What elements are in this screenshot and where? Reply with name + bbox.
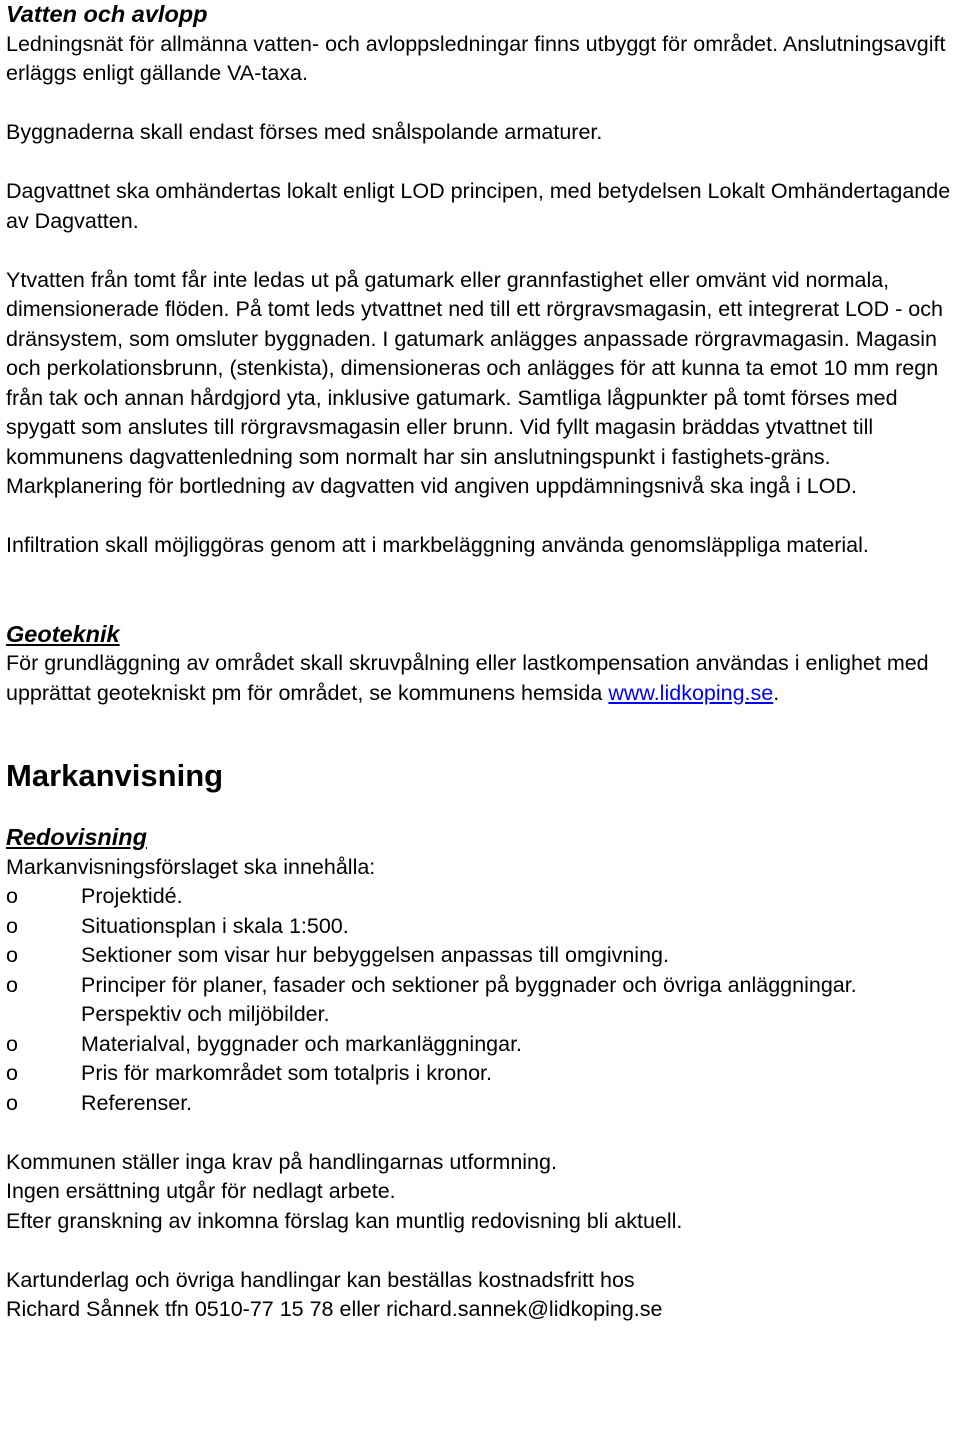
list-item-text: Projektidé. [81,884,183,908]
heading-geoteknik: Geoteknik [6,620,120,647]
bullet-marker: o [6,884,18,908]
paragraph-intro: Markanvisningsförslaget ska innehålla: [6,854,376,879]
spacer [6,89,956,119]
bullet-marker: o [6,1061,18,1085]
list-item-text: Referenser. [81,1090,193,1115]
spacer [6,236,956,266]
list-item [6,1089,956,1119]
spacer [6,1118,956,1148]
spacer [6,148,956,178]
heading-redovisning: Redovisning [6,824,148,850]
bullet-marker: o [6,1090,18,1115]
paragraph-note-ersattning: Ingen ersättning utgår för nedlagt arbete. [6,1179,396,1203]
spacer [6,590,956,620]
paragraph-geoteknik [6,649,956,708]
spacer [6,794,956,824]
list-item-text: Situationsplan i skala 1:500. [81,913,349,938]
paragraph-infiltration: Infiltration skall möjliggöras genom att i markbeläggning använda genomsläppliga material. [6,533,869,557]
heading-markanvisning: Markanvisning [6,757,224,793]
paragraph-ytvatten: Ytvatten från tomt får inte ledas ut på gatumark eller grannfastighet eller omvänt vid normala, dimensionerade flöden. På tomt leds ytvattnet ned till ett rörgravsmagasin, ett integrerat LOD - och dränsystem, som omsluter byggnaden. I gatumark anlägges anpassade rörgravmagasin. Magasin och perkolationsbrunn, (stenkista), dimensioneras och anlägges för att kunna ta emot 10 mm regn från tak och annan hårdgjord yta, inklusive gatumark. Samtliga lågpunkter på tomt förses med spygatt som anslutes till rörgravsmagasin eller brunn. Vid fyllt magasin bräddas ytvattnet till kommunens dagvattenledning som normalt har sin anslutningspunkt i fastighets-gräns. Markplanering för bortledning av dagvatten vid angiven uppdämningsnivå ska ingå i LOD. [6,267,943,498]
list-item-text: Materialval, byggnader och markanläggningar. [81,1031,523,1056]
spacer [6,738,956,758]
paragraph-armaturer: Byggnaderna skall endast förses med snålspolande armaturer. [6,120,603,144]
paragraph-kartunderlag: Kartunderlag och övriga handlingar kan beställas kostnadsfritt hos [6,1267,635,1292]
list-item-text: Pris för markområdet som totalpris i kronor. [81,1061,493,1085]
spacer [6,502,956,532]
heading-vatten-och-avlopp: Vatten och avlopp [6,1,208,27]
paragraph-note-krav: Kommunen ställer inga krav på handlingarnas utformning. [6,1149,557,1174]
paragraph-ledningsnat: Ledningsnät för allmänna vatten- och avloppsledningar finns utbyggt för området. Anslutningsavgift erläggs enligt gällande VA-taxa. [6,31,946,85]
spacer [6,561,956,591]
list-item [6,1059,956,1089]
paragraph-note-granskning: Efter granskning av inkomna förslag kan muntlig redovisning bli aktuell. [6,1208,683,1233]
bullet-marker: o [6,913,18,938]
lidkoping-website-link[interactable]: www.lidkoping.se [608,680,774,705]
list-item-text: Sektioner som visar hur bebyggelsen anpassas till omgivning. [81,943,669,967]
bullet-marker: o [6,972,18,997]
requirements-list [6,882,956,1118]
document-page [6,0,956,1325]
paragraph-dagvatten-lod: Dagvattnet ska omhändertas lokalt enligt LOD principen, med betydelsen Lokalt Omhändertagande av Dagvatten. [6,179,951,233]
list-item [6,1030,956,1060]
list-item [6,941,956,971]
bullet-marker: o [6,1031,18,1056]
bullet-marker: o [6,943,18,967]
paragraph-contact-info: Richard Sånnek tfn 0510-77 15 78 eller richard.sannek@lidkoping.se [6,1297,663,1321]
list-item [6,912,956,942]
list-item [6,971,956,1030]
spacer [6,708,956,738]
geoteknik-period: . [773,680,780,705]
geoteknik-text: För grundläggning av området skall skruvpålning eller lastkompensation användas i enlighet med upprättat geotekniskt pm för området, se kommunens hemsida [6,651,929,705]
list-item [6,882,956,912]
spacer [6,1236,956,1266]
list-item-text: Principer för planer, fasader och sektioner på byggnader och övriga anläggningar. Perspektiv och miljöbilder. [81,972,857,1026]
